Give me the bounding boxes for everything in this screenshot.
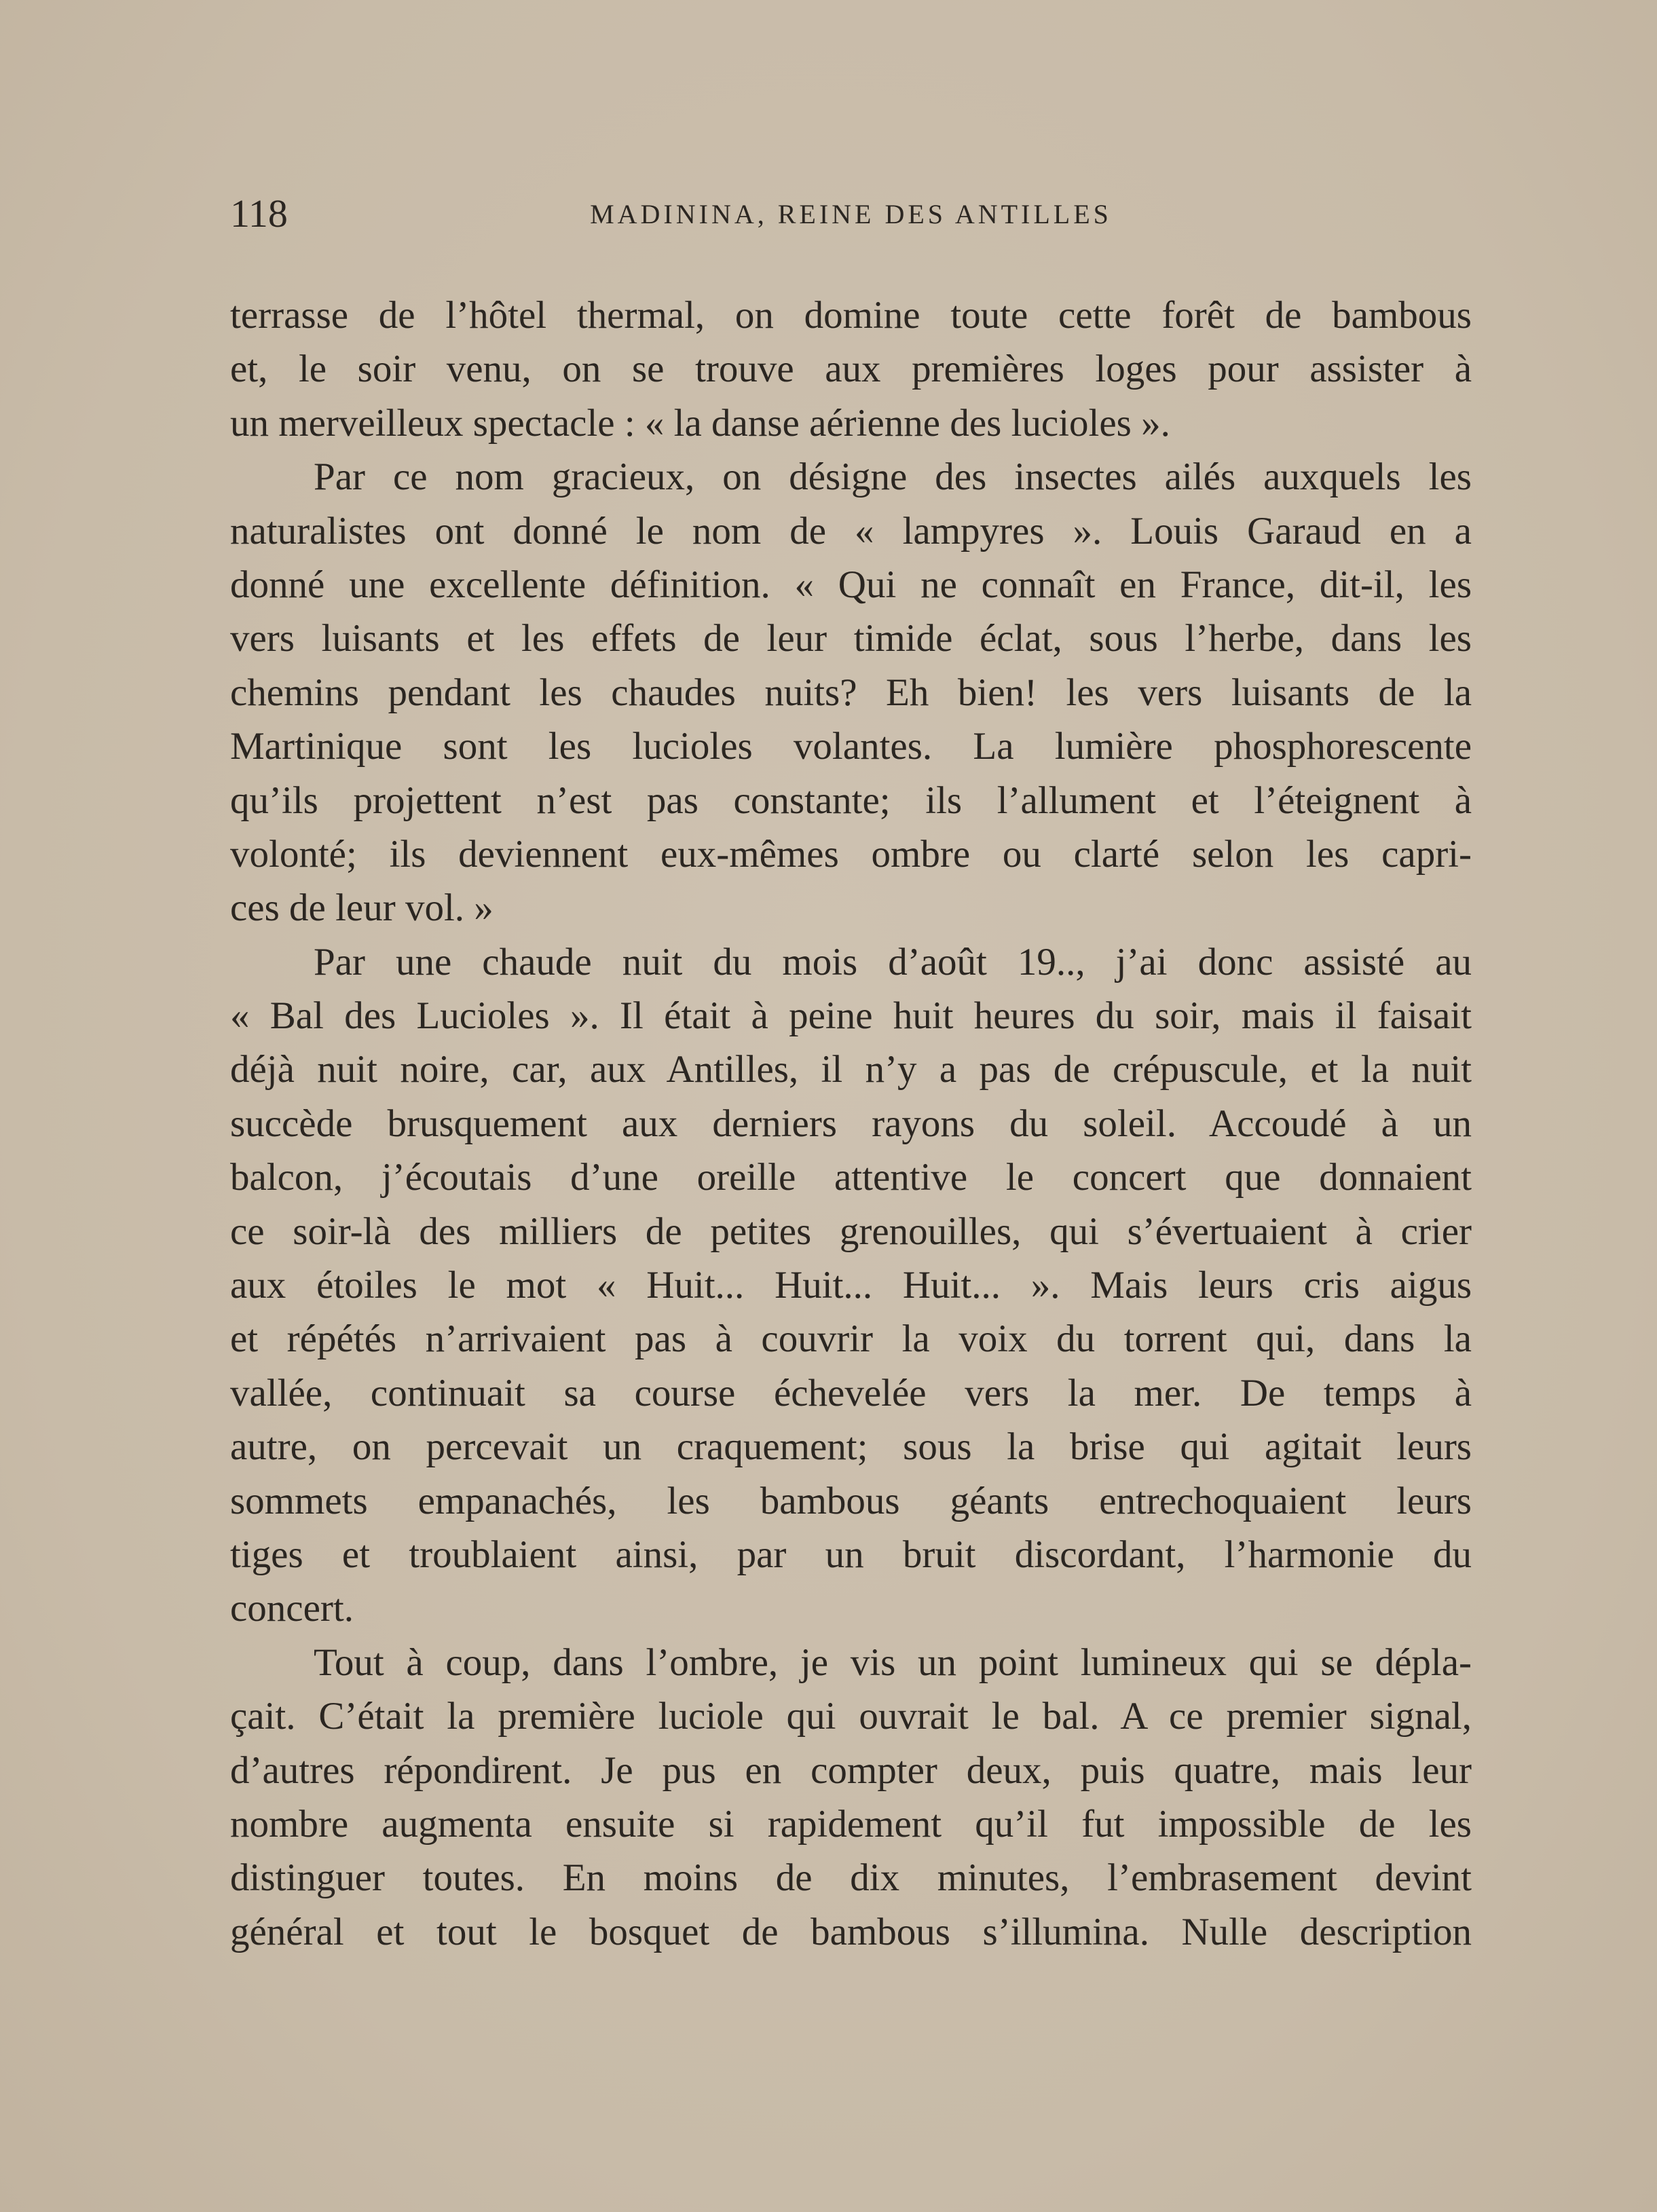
paragraph: [230, 1636, 1472, 1959]
text-line: vallée, continuait sa course échevelée vers la mer. De temps à: [230, 1371, 1472, 1414]
text-line: et, le soir venu, on se trouve aux premières loges pour assister à: [230, 348, 1472, 391]
text-line: nombre augmenta ensuite si rapidement qu’il fut impossible de les: [230, 1802, 1472, 1845]
text-line: succède brusquement aux derniers rayons du soleil. Accoudé à un: [230, 1102, 1472, 1145]
text-line: général et tout le bosquet de bambous s’illumina. Nulle description: [230, 1910, 1472, 1953]
text-line: Par ce nom gracieux, on désigne des insectes ailés auxquels les: [314, 455, 1472, 499]
text-line: distinguer toutes. En moins de dix minutes, l’embrasement devint: [230, 1856, 1472, 1900]
text-line: qu’ils projettent n’est pas constante; ils l’allument et l’éteignent à: [230, 779, 1472, 822]
paragraph: [230, 935, 1472, 1636]
paragraph: [230, 288, 1472, 450]
text-line: concert.: [230, 1587, 354, 1630]
body-text: [230, 288, 1472, 1959]
text-line: volonté; ils deviennent eux-mêmes ombre ou clarté selon les capri-: [230, 832, 1472, 876]
text-line: déjà nuit noire, car, aux Antilles, il n’y a pas de crépuscule, et la nuit: [230, 1048, 1472, 1091]
text-line: aux étoiles le mot « Huit... Huit... Huit... ». Mais leurs cris aigus: [230, 1264, 1472, 1307]
text-line: Martinique sont les lucioles volantes. La lumière phosphorescente: [230, 725, 1472, 768]
text-line: d’autres répondirent. Je pus en compter deux, puis quatre, mais leur: [230, 1748, 1472, 1792]
text-line: çait. C’était la première luciole qui ouvrait le bal. A ce premier signal,: [230, 1695, 1472, 1738]
text-line: balcon, j’écoutais d’une oreille attentive le concert que donnaient: [230, 1156, 1472, 1199]
text-line: chemins pendant les chaudes nuits? Eh bien! les vers luisants de la: [230, 671, 1472, 714]
text-line: ce soir-là des milliers de petites grenouilles, qui s’évertuaient à crier: [230, 1210, 1472, 1253]
text-line: Par une chaude nuit du mois d’août 19.., j’ai donc assisté au: [314, 940, 1472, 983]
text-line: Tout à coup, dans l’ombre, je vis un point lumineux qui se dépla-: [314, 1641, 1472, 1684]
page-header: [230, 193, 1472, 234]
text-line: donné une excellente définition. « Qui ne connaît en France, dit-il, les: [230, 563, 1472, 606]
text-line: et répétés n’arrivaient pas à couvrir la voix du torrent qui, dans la: [230, 1317, 1472, 1361]
text-line: terrasse de l’hôtel thermal, on domine toute cette forêt de bambous: [230, 294, 1472, 337]
text-line: un merveilleux spectacle : « la danse aérienne des lucioles ».: [230, 401, 1170, 445]
text-line: ces de leur vol. »: [230, 886, 494, 930]
text-line: vers luisants et les effets de leur timide éclat, sous l’herbe, dans les: [230, 617, 1472, 660]
text-line: « Bal des Lucioles ». Il était à peine huit heures du soir, mais il faisait: [230, 994, 1472, 1038]
running-title: MADININA, REINE DES ANTILLES: [590, 199, 1112, 229]
text-line: sommets empanachés, les bambous géants entrechoquaient leurs: [230, 1479, 1472, 1522]
text-line: tiges et troublaient ainsi, par un bruit discordant, l’harmonie du: [230, 1533, 1472, 1576]
page-number: 118: [230, 191, 288, 236]
text-line: naturalistes ont donné le nom de « lampyres ». Louis Garaud en a: [230, 509, 1472, 552]
text-line: autre, on percevait un craquement; sous la brise qui agitait leurs: [230, 1425, 1472, 1469]
paragraph: [230, 450, 1472, 935]
